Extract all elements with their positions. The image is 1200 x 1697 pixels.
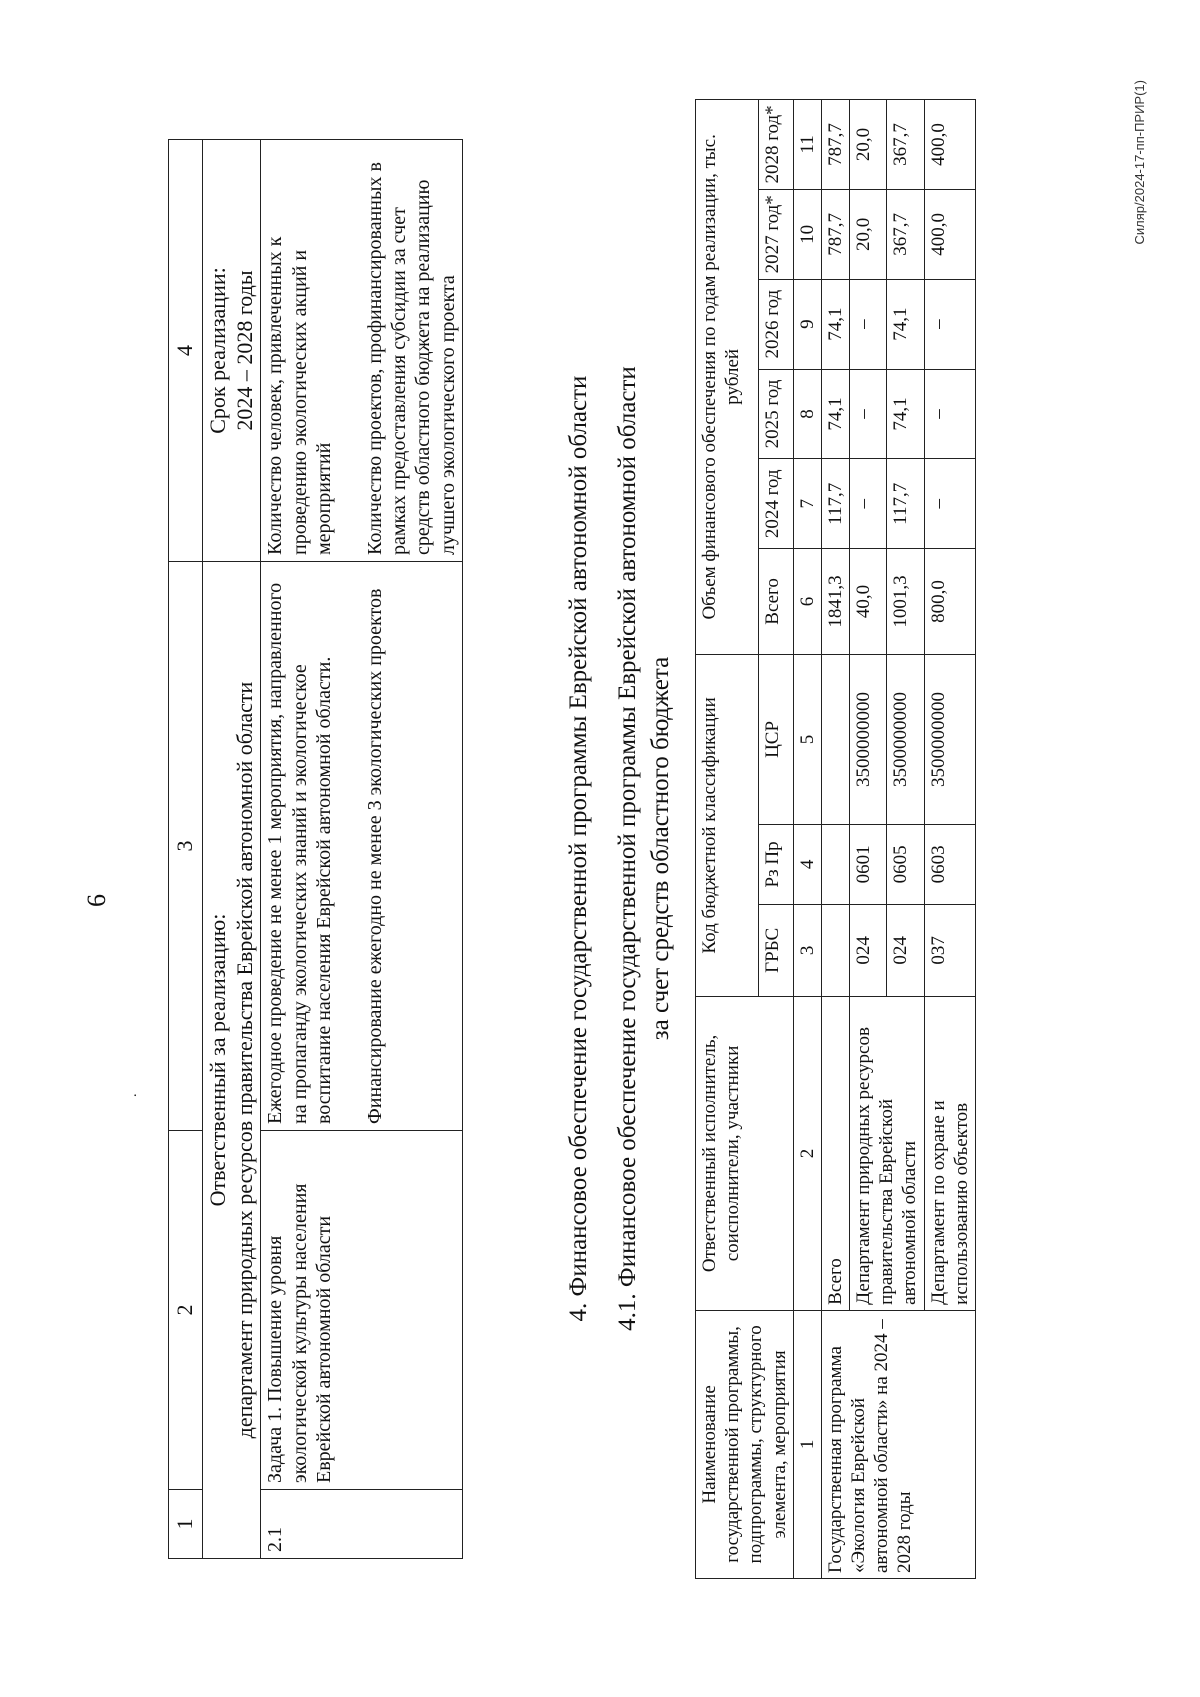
scan-speck: .: [125, 1093, 140, 1097]
executor: Департамент по охране и использованию объектов: [924, 997, 975, 1311]
header-executor: Ответственный исполнитель, соисполнители, участники: [696, 997, 794, 1311]
header-grbs: ГРБС: [759, 904, 794, 996]
header-2024: 2024 год: [759, 459, 794, 549]
rzpr: 0603: [924, 825, 975, 904]
executor: Всего: [821, 997, 849, 1311]
executor: Департамент природных ресурсов правительства Еврейской автономной области: [850, 997, 925, 1311]
indicator-cell: [261, 140, 463, 562]
y2024: 117,7: [821, 459, 849, 549]
period-label: Срок реализации:: [204, 267, 230, 434]
csr: 3500000000: [924, 654, 975, 825]
y2028: 787,7: [821, 100, 849, 190]
col-number: 2: [169, 1131, 203, 1490]
result-text-1: Ежегодное проведение не менее 1 мероприятия, направленного на пропаганду экологических знаний и экологическое воспитание населения Еврейской автономной области.: [264, 582, 336, 1124]
responsible-cell: [202, 562, 261, 1559]
responsible-department: департамент природных ресурсов правительства Еврейской автономной области: [231, 681, 257, 1439]
table-row: [821, 100, 849, 1579]
period-value: 2024 – 2028 годы: [231, 270, 257, 431]
result-text-2: Финансирование ежегодно не менее 3 экологических проектов: [363, 588, 386, 1124]
total: 1841,3: [821, 549, 849, 654]
y2024: –: [850, 459, 887, 549]
y2028: 367,7: [887, 100, 924, 190]
table-row: [261, 140, 463, 1559]
rzpr: 0601: [850, 825, 887, 904]
result-cell: [261, 562, 463, 1131]
y2025: –: [924, 369, 975, 459]
section-4-1-heading: [612, 0, 677, 1697]
row-number: 2.1: [261, 1490, 463, 1559]
y2024: 117,7: [887, 459, 924, 549]
col-number: 3: [169, 562, 203, 1131]
y2027: 787,7: [821, 189, 849, 279]
y2025: 74,1: [887, 369, 924, 459]
y2024: –: [924, 459, 975, 549]
total: 40,0: [850, 549, 887, 654]
section-4-1-line1: 4.1. Финансовое обеспечение государственной программы Еврейской автономной области: [614, 366, 641, 1331]
indicator-text-2: Количество проектов, профинансированных в рамках предоставления субсидии за счет средств областного бюджета на реализацию лучшего экологического проекта: [363, 162, 459, 555]
y2028: 20,0: [850, 100, 887, 190]
page-number: 6: [82, 894, 111, 907]
rzpr: 0605: [887, 825, 924, 904]
total: 800,0: [924, 549, 975, 654]
rzpr: [821, 825, 849, 904]
header-code: Код бюджетной классификации: [696, 654, 759, 996]
program-name: Государственная программа «Экология Еврейской автономной области» на 2024 – 2028 годы: [821, 1310, 975, 1578]
total: 1001,3: [887, 549, 924, 654]
header-2026: 2026 год: [759, 279, 794, 369]
y2027: 400,0: [924, 189, 975, 279]
header-total: Всего: [759, 549, 794, 654]
col-number: 8: [793, 369, 821, 459]
header-volume: Объем финансового обеспечения по годам реализации, тыс. рублей: [696, 100, 759, 655]
header-csr: ЦСР: [759, 654, 794, 825]
col-number: 1: [169, 1490, 203, 1559]
header-rzpr: Рз Пр: [759, 825, 794, 904]
section-4-heading: 4. Финансовое обеспечение государственной программы Еврейской автономной области: [565, 375, 592, 1322]
y2027: 367,7: [887, 189, 924, 279]
y2026: –: [850, 279, 887, 369]
col-number: 11: [793, 100, 821, 190]
header-2028: 2028 год*: [759, 100, 794, 190]
y2025: –: [850, 369, 887, 459]
grbs: [821, 904, 849, 996]
document-code: Силяр/2024-17-пп-ПРИР(1): [1132, 80, 1147, 245]
y2025: 74,1: [821, 369, 849, 459]
y2027: 20,0: [850, 189, 887, 279]
finance-table: [695, 99, 976, 1579]
period-cell: [202, 140, 261, 562]
table-header-row: [169, 140, 203, 1559]
csr: [821, 654, 849, 825]
csr: 3500000000: [887, 654, 924, 825]
col-number: 1: [793, 1310, 821, 1578]
y2026: 74,1: [821, 279, 849, 369]
col-number: 4: [793, 825, 821, 904]
table-header-row: [696, 100, 759, 1579]
y2026: 74,1: [887, 279, 924, 369]
col-number: 5: [793, 654, 821, 825]
col-number: 9: [793, 279, 821, 369]
col-number: 6: [793, 549, 821, 654]
col-number: 3: [793, 904, 821, 996]
y2026: –: [924, 279, 975, 369]
grbs: 037: [924, 904, 975, 996]
y2028: 400,0: [924, 100, 975, 190]
tasks-table: [168, 139, 463, 1559]
header-2027: 2027 год*: [759, 189, 794, 279]
responsible-label: Ответственный за реализацию:: [204, 913, 230, 1207]
grbs: 024: [887, 904, 924, 996]
header-name: Наименование государственной программы, подпрограммы, структурного элемента, мероприятия: [696, 1310, 794, 1578]
task-cell: Задача 1. Повышение уровня экологической культуры населения Еврейской автономной области: [261, 1131, 463, 1490]
col-number: 2: [793, 997, 821, 1311]
csr: 3500000000: [850, 654, 887, 825]
section-4-1-line2: за счет средств областного бюджета: [646, 656, 674, 1041]
col-number: 10: [793, 189, 821, 279]
header-2025: 2025 год: [759, 369, 794, 459]
indicator-text-1: Количество человек, привлеченных к проведению экологических акций и мероприятий: [264, 236, 336, 555]
table-row: [202, 140, 261, 1559]
grbs: 024: [850, 904, 887, 996]
col-number: 7: [793, 459, 821, 549]
col-number: 4: [169, 140, 203, 562]
column-number-row: [793, 100, 821, 1579]
